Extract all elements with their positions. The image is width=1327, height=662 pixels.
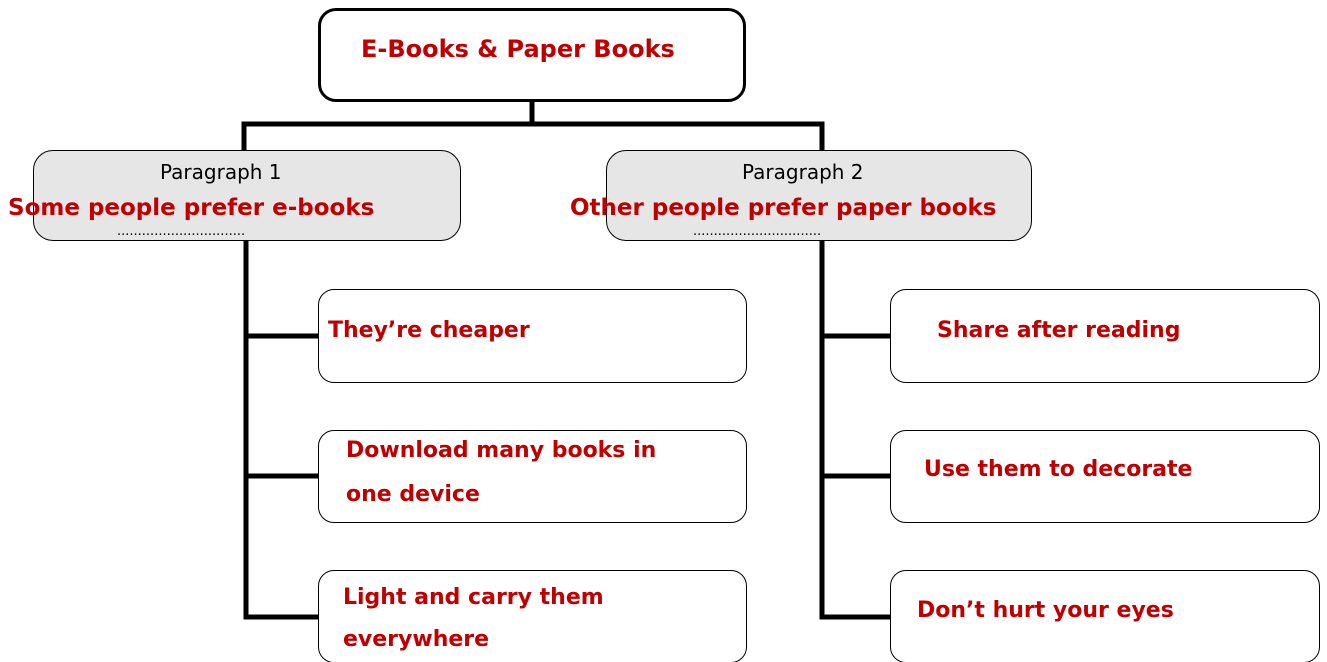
paragraph1-label: Paragraph 1 <box>160 160 282 184</box>
paragraph1-item: They’re cheaper <box>328 318 530 343</box>
paragraph1-item: one device <box>346 482 480 507</box>
paragraph1-dotted-line: ............................... <box>117 224 246 239</box>
paragraph2-item: Use them to decorate <box>924 457 1193 482</box>
paragraph2-heading: Other people prefer paper books <box>570 195 997 221</box>
paragraph1-heading: Some people prefer e-books <box>8 195 375 221</box>
paragraph2-label: Paragraph 2 <box>742 160 864 184</box>
paragraph2-item: Don’t hurt your eyes <box>917 598 1174 623</box>
paragraph1-item: Light and carry them <box>343 585 604 610</box>
paragraph1-item: Download many books in <box>346 438 657 463</box>
paragraph1-item: everywhere <box>343 627 490 652</box>
diagram-title: E-Books & Paper Books <box>361 35 675 63</box>
paragraph2-item: Share after reading <box>937 318 1181 343</box>
paragraph2-dotted-line: ............................... <box>693 224 822 239</box>
